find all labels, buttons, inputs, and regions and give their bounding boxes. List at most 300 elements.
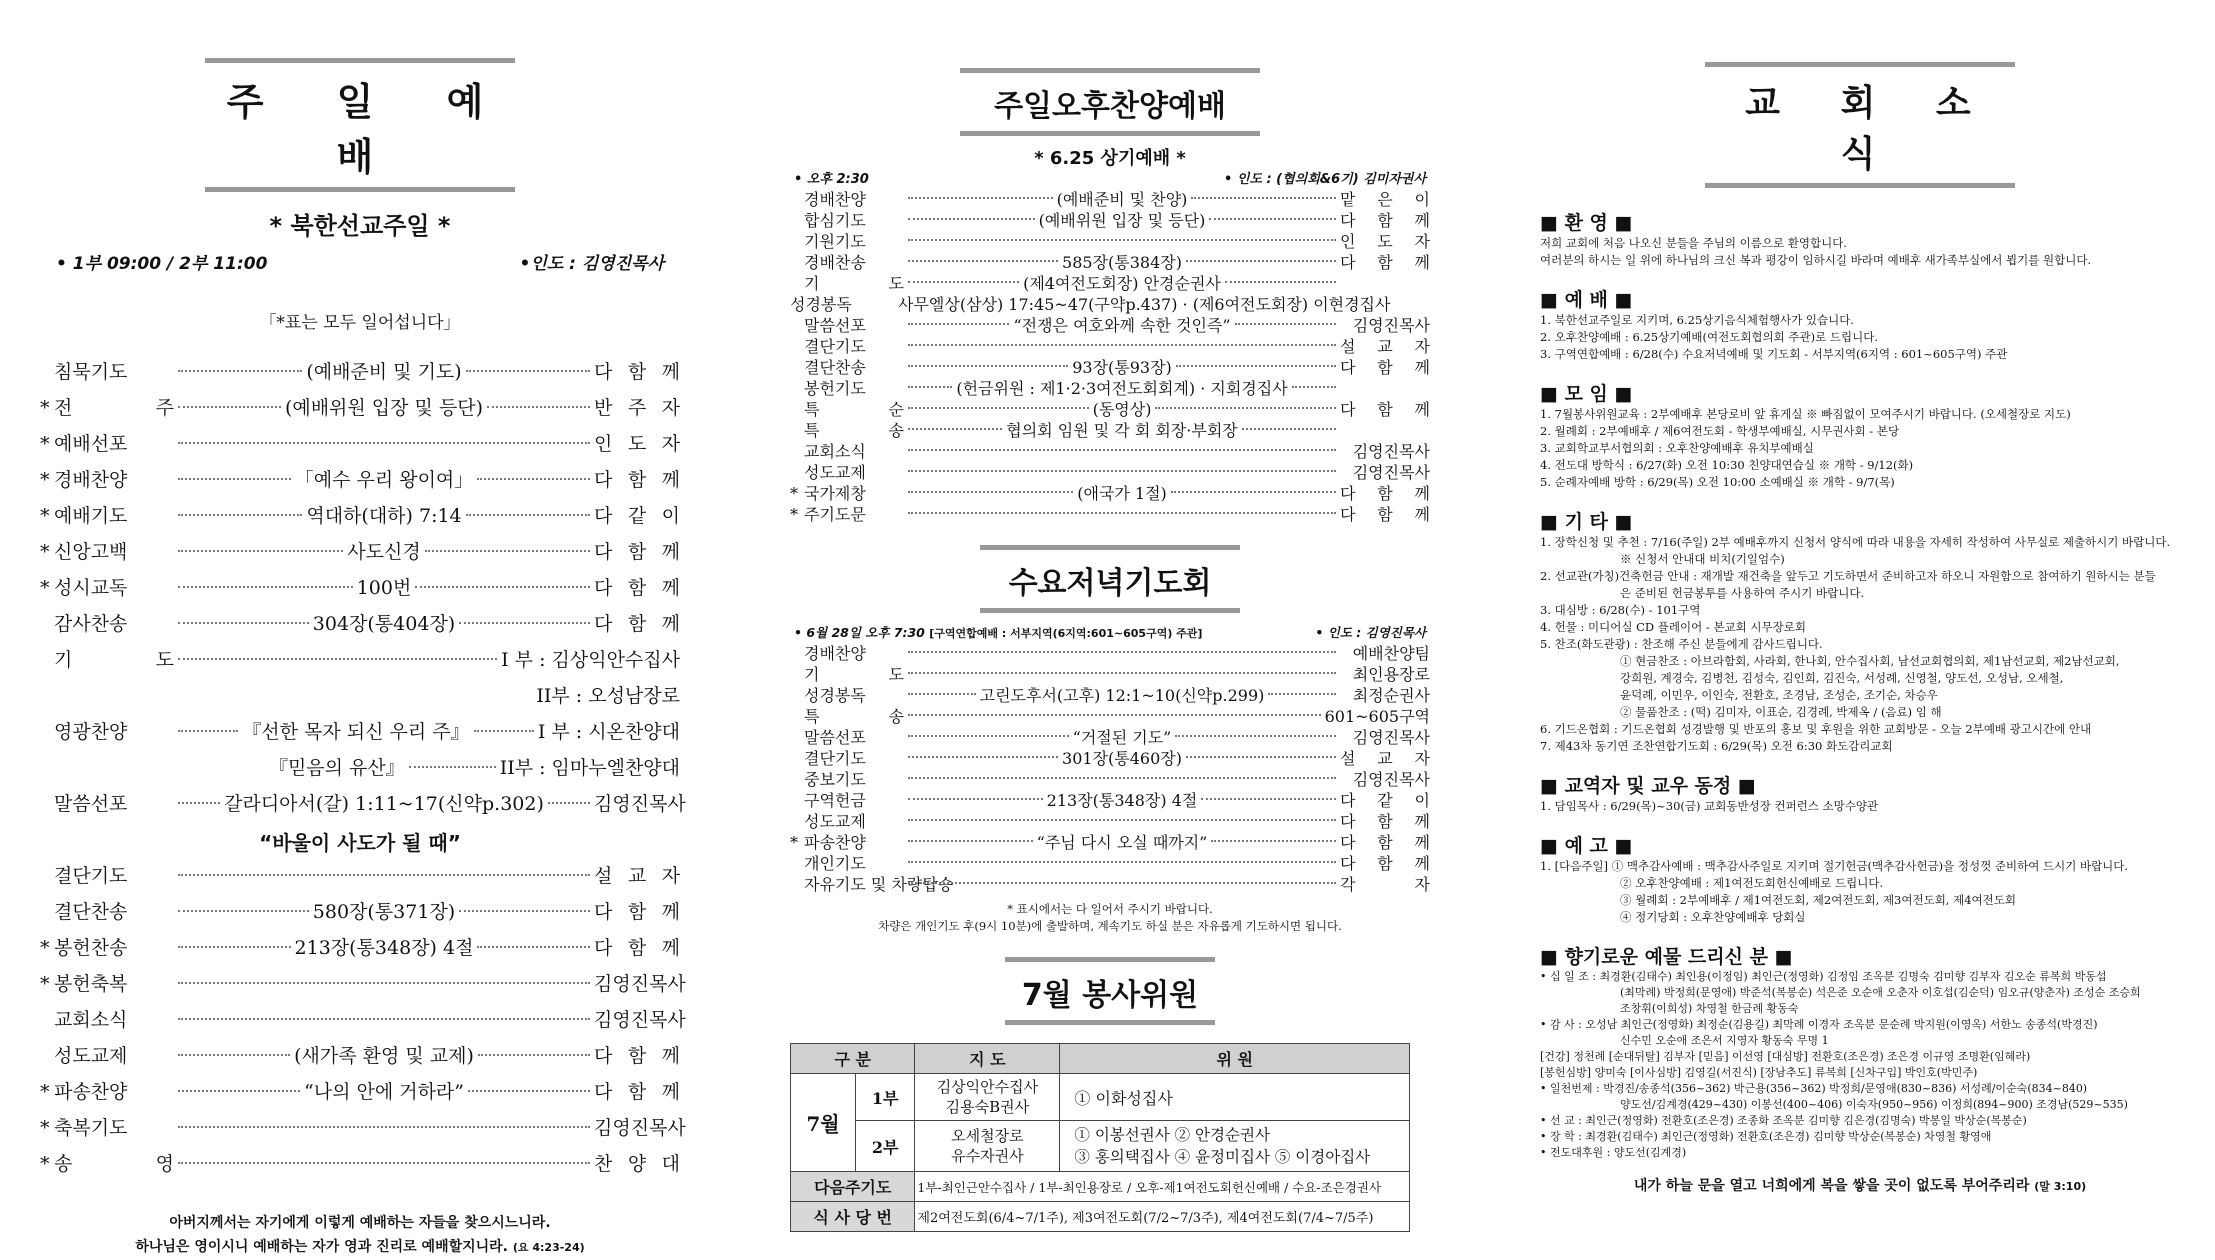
order-leader: 김영진목사 <box>1352 316 1430 335</box>
dot-leader <box>908 672 1336 674</box>
order-label: 중보기도 <box>804 770 866 789</box>
order-leader: 다 함 께 <box>1340 211 1431 230</box>
order-row <box>790 439 1430 460</box>
dot-leader <box>477 478 590 480</box>
order-leader: 설 교 자 <box>594 865 680 887</box>
order-row <box>40 861 680 897</box>
news-item: [봉헌심방] 양미숙 [이사심방] 김영길(서진식) [장남추도] 류복희 [신차구입] 박인호(박민주) <box>1540 1066 1978 1079</box>
dot-leader <box>1268 693 1336 695</box>
dot-leader <box>1175 735 1336 737</box>
order-row <box>790 271 1430 292</box>
order-row <box>40 897 680 933</box>
dot-leader <box>178 1018 590 1020</box>
order-label: 기원기도 <box>804 232 866 251</box>
wednesday-order-list <box>790 641 1430 893</box>
p2-lead-a: 오세철장로 <box>951 1127 1024 1145</box>
table-header-row <box>791 1044 1410 1074</box>
dot-leader <box>1225 281 1336 283</box>
offering-heading: ■ 향기로운 예물 드리신 분 ■ <box>1540 946 1793 968</box>
order-row <box>40 789 686 825</box>
order-leader: 김영진목사 <box>1352 442 1430 461</box>
order-label: 개인기도 <box>804 854 866 873</box>
order-content: “전쟁은 여호와께 속한 것인즉” <box>1013 316 1231 335</box>
order-label: 봉헌찬송 <box>54 937 128 959</box>
order-row <box>790 872 1430 893</box>
p2-members-2: ③ 홍의택집사 ④ 윤정미집사 ⑤ 이경아집사 <box>1074 1148 1371 1166</box>
verse-line-1: 아버지께서는 자기에게 이렇게 예배하는 자들을 찾으시느니라. <box>169 1215 551 1231</box>
news-verse <box>1540 1175 2180 1195</box>
order-row <box>790 250 1430 271</box>
order-row <box>790 746 1430 767</box>
order-label: 주기도문 <box>804 505 866 524</box>
order-leader: I 부 : 시온찬양대 <box>537 721 681 743</box>
news-item: 신수민 오순애 조은서 지영자 황동숙 무명 1 <box>1620 1034 1829 1047</box>
dot-leader <box>1201 798 1336 800</box>
dot-leader <box>477 946 590 948</box>
order-label: 교회소식 <box>804 442 866 461</box>
order-label: 교회소식 <box>54 1009 128 1031</box>
order-label: 특 송 <box>804 707 904 726</box>
dot-leader <box>1242 428 1336 430</box>
p2-members-1: ① 이봉선권사 ② 안경순권사 <box>1074 1126 1270 1144</box>
dot-leader <box>908 386 952 388</box>
dot-leader <box>178 370 302 372</box>
dot-leader <box>474 730 534 732</box>
order-row <box>40 1113 686 1149</box>
vehicle-note: 차량은 개인기도 후(9시 10분)에 출발하며, 계속기도 하실 분은 자유롭게 기도하시면 됩니다. <box>878 919 1342 933</box>
order-content: (제4여전도회장) 안경순권사 <box>1023 274 1221 293</box>
order-leader: 예배찬양팀 <box>1352 644 1430 663</box>
order-content: 협의회 임원 및 각 회 회장·부회장 <box>1006 421 1238 440</box>
dot-leader <box>1209 218 1336 220</box>
wednesday-notes <box>790 901 1430 935</box>
news-item: 2. 선교관(가칭)건축헌금 안내 : 재개발 재건축을 앞두고 기도하면서 준비하고자 하오니 자원함으로 참여하기 원하시는 분들 <box>1540 569 2156 583</box>
order-label: 전 주 <box>54 397 174 419</box>
news-item: 4. 전도대 방학식 : 6/27(화) 오전 10:30 친양대연습실 ※ 개학 - 9/12(화) <box>1540 458 1914 472</box>
order-label: 특 송 <box>804 421 904 440</box>
dot-leader <box>908 470 1336 472</box>
sermon-title: “바울이 사도가 될 때” <box>259 831 461 855</box>
order-label: 기 도 <box>804 274 904 293</box>
dot-leader <box>178 982 590 984</box>
order-row <box>40 1041 680 1077</box>
standing-marker: * <box>40 505 50 527</box>
dot-leader <box>178 658 497 660</box>
order-content: (동영상) <box>1092 400 1152 419</box>
order-row <box>790 809 1430 830</box>
order-leader: 각 자 <box>1340 875 1430 894</box>
order-leader: 인 도 자 <box>1340 232 1430 251</box>
news-item: 1. [다음주일] ① 맥추감사예배 : 맥추감사주일로 지키며 절기헌금(맥추감사헌금)을 정성껏 준비하여 드시기 바랍니다. <box>1540 859 2129 873</box>
volunteers-table <box>790 1043 1410 1232</box>
p2-lead-b: 유수자권사 <box>951 1147 1024 1165</box>
preview-news-list <box>1540 858 2180 926</box>
table-row <box>791 1074 1410 1121</box>
order-row <box>790 334 1430 355</box>
order-content: (예배위원 입장 및 등단) <box>284 397 484 419</box>
order-row <box>40 933 680 969</box>
wednesday-leader: • 인도 : 김영진목사 <box>1315 625 1426 640</box>
order-leader: 찬 양 대 <box>594 1153 680 1175</box>
afternoon-leader: • 인도 : (협의회&6기) 김미자권사 <box>1223 172 1426 187</box>
offering-list <box>1540 969 2180 1161</box>
sunday-verse <box>40 1211 680 1260</box>
order-leader: 다 함 께 <box>1340 505 1430 524</box>
order-content: 301장(통460장) <box>1062 749 1182 768</box>
header-division: 구 분 <box>791 1044 915 1074</box>
news-item: (최막례) 박정희(문영애) 박준석(복봉순) 석은준 오순애 오춘자 이호섭(김순덕) 임오규(양춘자) 조성순 조승희 <box>1620 986 2141 999</box>
dot-leader <box>178 442 590 444</box>
order-row <box>790 355 1430 376</box>
order-content: (헌금위원 : 제1·2·3여전도회회계) · 지회경집사 <box>956 379 1288 398</box>
afternoon-meta <box>790 168 1430 187</box>
news-item: • 감 사 : 오성남 최인근(정영화) 최정순(김용길) 최막례 이경자 조옥분 문순례 박지원(이영옥) 서한노 송종석(박경진) <box>1540 1018 2098 1031</box>
order-label: 축복기도 <box>54 1117 128 1139</box>
order-label: 영광찬양 <box>54 721 128 743</box>
dot-leader <box>1292 386 1336 388</box>
order-label: 봉헌축복 <box>54 973 128 995</box>
news-item: 1. 장학신청 및 추천 : 7/16(주일) 2부 예배후까지 신청서 양식에 따라 내용을 자세히 작성하여 사무실로 제출하시기 바랍니다. <box>1540 535 2171 549</box>
sunday-worship-column <box>40 0 686 1255</box>
news-verse-ref: (말 3:10) <box>2034 1180 2087 1193</box>
dot-leader <box>178 622 309 624</box>
dot-leader <box>466 370 590 372</box>
order-label: 감사찬송 <box>54 613 128 635</box>
order-row <box>790 725 1430 746</box>
news-item: 3. 교회학교부서협의회 : 오후찬양예배후 유치부예배실 <box>1540 441 1814 455</box>
news-item: 강희원, 계경숙, 김병천, 김성숙, 김인희, 김진숙, 서성례, 신영철, 양도선, 오성남, 오세철, <box>1620 671 2064 685</box>
order-row <box>790 460 1430 481</box>
order-row <box>790 418 1430 439</box>
order-row <box>790 641 1430 662</box>
worship-news-list <box>1540 312 2180 363</box>
news-item: ② 물품찬조 : (떡) 김미자, 이표순, 김경례, 박제옥 / (음료) 임 해 <box>1620 705 1942 719</box>
news-item: 양도선/김계경(429~430) 이봉선(400~406) 이숙자(950~956) 이정희(894~900) 조경남(529~535) <box>1620 1098 2128 1111</box>
dot-leader <box>178 1162 590 1164</box>
order-leader: 최정순권사 <box>1352 686 1431 705</box>
dot-leader <box>409 766 496 768</box>
order-label: 예배선포 <box>54 433 128 455</box>
welcome-line-1: 저희 교회에 처음 나오신 분들을 주님의 이름으로 환영합니다. <box>1540 236 1847 250</box>
order-leader: 김영진목사 <box>594 1009 686 1031</box>
news-item: 윤덕례, 이민우, 이인숙, 전환호, 조경남, 조성순, 조기순, 차승우 <box>1620 688 1938 702</box>
order-leader: 다 함 께 <box>594 541 681 563</box>
order-content: 100번 <box>356 577 412 599</box>
welcome-heading: ■ 환 영 ■ <box>1540 212 1633 234</box>
order-leader: 다 함 께 <box>1340 358 1431 377</box>
dot-leader <box>178 478 291 480</box>
news-item: ① 현금찬조 : 아브라함회, 사라회, 한나회, 안수집사회, 남선교회협의회, 제1남선교회, 제2남선교회, <box>1620 654 2120 668</box>
p1-lead-b: 김용숙B권사 <box>945 1098 1030 1116</box>
order-leader: 김영진목사 <box>1352 770 1430 789</box>
dot-leader <box>178 910 309 912</box>
order-leader: 다 함 께 <box>1340 400 1431 419</box>
news-item: • 전도대후원 : 양도선(김계경) <box>1540 1146 1687 1159</box>
order-label: 경배찬양 <box>804 190 866 209</box>
order-content: 213장(통348장) 4절 <box>1046 791 1198 810</box>
order-label: 말씀선포 <box>804 316 866 335</box>
p1-lead-a: 김상익안수집사 <box>936 1078 1039 1096</box>
worship-heading: ■ 예 배 ■ <box>1540 289 1633 311</box>
dot-leader <box>1155 407 1336 409</box>
news-item: 6. 기드온협회 : 기드온협회 성경발행 및 반포의 홍보 및 후원을 위한 교회방문 - 오늘 2부예배 광고시간에 안내 <box>1540 722 2092 736</box>
standing-marker: * <box>40 1117 50 1139</box>
order-row <box>790 788 1430 809</box>
dot-leader <box>178 514 302 516</box>
dot-leader <box>1171 491 1336 493</box>
order-leader: 다 함 께 <box>594 577 680 599</box>
verse-ref: (요 4:23-24) <box>512 1241 585 1254</box>
order-leader: 다 함 께 <box>594 937 680 959</box>
dot-leader <box>908 344 1336 346</box>
order-content: “거절된 기도” <box>1072 728 1172 747</box>
order-row <box>790 229 1430 250</box>
standing-marker: * <box>40 397 50 419</box>
dot-leader <box>178 1054 290 1056</box>
staff-news-list <box>1540 798 2180 815</box>
staff-news-heading: ■ 교역자 및 교우 동정 ■ <box>1540 775 1756 797</box>
dot-leader <box>178 550 343 552</box>
order-leader: II부 : 임마누엘찬양대 <box>499 757 681 779</box>
order-label: 예배기도 <box>54 505 128 527</box>
order-leader: 다 함 께 <box>1340 484 1431 503</box>
meal-duty-label: 식 사 당 번 <box>791 1202 915 1232</box>
order-content: 「예수 우리 왕이여」 <box>294 469 474 491</box>
order-leader: 김영진목사 <box>594 973 686 995</box>
order-row <box>790 502 1430 523</box>
dot-leader <box>908 407 1089 409</box>
dot-leader <box>415 586 590 588</box>
dot-leader <box>908 218 1035 220</box>
news-item: 은 준비된 헌금봉투를 사용하여 주시기 바랍니다. <box>1620 586 1865 600</box>
church-news-title: 교 회 소 식 <box>1705 62 2015 188</box>
dot-leader <box>1235 323 1336 325</box>
table-row <box>791 1121 1410 1172</box>
order-content: 『선한 목자 되신 우리 주』 <box>242 721 470 743</box>
order-content: 갈라디아서(갈) 1:11~17(신약p.302) <box>224 793 544 815</box>
part-2-lead <box>915 1121 1060 1172</box>
dot-leader <box>908 714 1321 716</box>
standing-marker: * <box>40 469 50 491</box>
order-leader: 다 같 이 <box>594 505 680 527</box>
order-leader: 다 함 께 <box>1340 854 1430 873</box>
standing-note: 「*표는 모두 일어섭니다」 <box>259 313 461 333</box>
order-content: (새가족 환영 및 교제) <box>294 1045 474 1067</box>
dot-leader <box>466 514 590 516</box>
order-row <box>790 767 1430 788</box>
order-content: 사도신경 <box>347 541 421 563</box>
order-leader: 다 함 께 <box>594 469 680 491</box>
dot-leader <box>1191 197 1336 199</box>
order-row <box>790 830 1430 851</box>
order-label: 말씀선포 <box>54 793 128 815</box>
sunday-subtitle: * 북한선교주일 * <box>269 212 451 240</box>
order-label: 파송찬양 <box>804 833 866 852</box>
standing-marker: * <box>40 541 50 563</box>
order-leader: 다 함 께 <box>594 1045 680 1067</box>
dot-leader <box>908 861 1336 863</box>
order-leader: 다 함 께 <box>1340 253 1430 272</box>
order-row <box>40 1077 680 1113</box>
table-row <box>791 1202 1410 1232</box>
order-row <box>40 1149 680 1185</box>
news-item: • 일천번제 : 박경진/송종석(356~362) 박근용(356~362) 박정희/문영애(830~836) 서성례/이순숙(834~840) <box>1540 1082 2088 1095</box>
news-item: • 선 교 : 최인근(정영화) 전환호(조은경) 조종화 조옥분 김미향 김은경(김명숙) 박봉일 박상순(복봉순) <box>1540 1114 2027 1127</box>
order-row <box>40 969 686 1005</box>
order-row <box>790 683 1430 704</box>
table-row <box>791 1172 1410 1202</box>
order-leader: 김영진목사 <box>594 793 686 815</box>
dot-leader <box>178 802 220 804</box>
church-news-column <box>1540 0 2180 1240</box>
dot-leader <box>1176 365 1336 367</box>
order-row <box>790 313 1430 334</box>
dot-leader <box>548 802 590 804</box>
dot-leader <box>459 622 590 624</box>
standing-marker: * <box>40 1081 50 1103</box>
order-label: 신앙고백 <box>54 541 128 563</box>
dot-leader <box>178 1126 590 1128</box>
order-leader: 인 도 자 <box>594 433 680 455</box>
order-label: 특 순 <box>804 400 904 419</box>
dot-leader <box>908 819 1336 821</box>
next-prayer-value: 1부-최인근안수집사 / 1부-최인용장로 / 오후-제1여전도회헌신예배 / 수요-조은경권사 <box>915 1172 1410 1202</box>
order-label: 말씀선포 <box>804 728 866 747</box>
standing-marker: * <box>790 833 798 852</box>
order-leader: II부 : 오성남장로 <box>536 685 680 707</box>
order-row <box>790 208 1430 229</box>
news-item: 3. 구역연합예배 : 6/28(수) 수요저녁예배 및 기도회 - 서부지역(6지역 : 601~605구역) 주관 <box>1540 347 2008 361</box>
order-label: 자유기도 및 차량탑승 <box>804 875 954 894</box>
news-item: 1. 담임목사 : 6/29(목)~30(금) 교회동반성장 컨퍼런스 소망수양관 <box>1540 799 1879 813</box>
order-row <box>40 1005 686 1041</box>
order-row <box>40 393 680 429</box>
standing-marker: * <box>40 577 50 599</box>
dot-leader <box>908 197 1053 199</box>
order-leader: 설 교 자 <box>1340 749 1430 768</box>
dot-leader <box>478 1054 590 1056</box>
header-members: 위 원 <box>1060 1044 1410 1074</box>
order-label: 결단기도 <box>804 749 866 768</box>
wednesday-host-note: [구역연합예배 : 서부지역(6지역:601~605구역) 주관] <box>929 627 1203 640</box>
order-leader: I 부 : 김상익안수집사 <box>501 649 680 671</box>
news-item: • 장 학 : 최경환(김태수) 최인근(정영화) 전환호(조은경) 김미향 박상순(복봉순) 차영철 황영애 <box>1540 1130 1992 1143</box>
order-content: (예배준비 및 찬양) <box>1056 190 1188 209</box>
dot-leader <box>908 449 1336 451</box>
order-leader: 김영진목사 <box>1352 463 1430 482</box>
month-cell: 7월 <box>791 1074 856 1172</box>
dot-leader <box>178 406 281 408</box>
order-row <box>790 292 1430 313</box>
welcome-line-2: 여러분의 하시는 일 위에 하나님의 크신 복과 평강이 임하시길 바라며 예배후 새가족부실에서 뵙기를 원합니다. <box>1540 253 2092 267</box>
order-content: 사무엘상(삼상) 17:45~47(구약p.437) · (제6여전도회장) 이현경집사 <box>898 295 1391 314</box>
news-item: • 십 일 조 : 최경환(김태수) 최인용(이정임) 최인근(정영화) 김정임 조옥분 김명숙 김미향 김부자 김오순 류복희 박동섭 <box>1540 970 2107 983</box>
news-item: 5. 순례자예배 방학 : 6/29(목) 오전 10:00 소예배실 ※ 개학 - 9/7(목) <box>1540 475 1895 489</box>
order-label: 합심기도 <box>804 211 866 230</box>
order-label: 경배찬양 <box>804 644 866 663</box>
order-leader: 다 함 께 <box>594 613 681 635</box>
welcome-text <box>1540 235 2180 269</box>
order-leader: 최인용장로 <box>1352 665 1430 684</box>
sunday-meta <box>40 249 680 274</box>
wednesday-time: • 6월 28일 오후 7:30 <box>794 625 925 640</box>
standing-marker: * <box>40 433 50 455</box>
order-row <box>790 187 1430 208</box>
sunday-time: • 1부 09:00 / 2부 11:00 <box>56 254 268 274</box>
dot-leader <box>459 910 590 912</box>
meal-duty-value: 제2여전도회(6/4~7/1주), 제3여전도회(7/2~7/3주), 제4여전도회(7/4~7/5주) <box>915 1202 1410 1232</box>
news-item: ② 오후찬양예배 : 제1여전도회헌신예배로 드립니다. <box>1620 876 1884 890</box>
dot-leader <box>1186 756 1336 758</box>
afternoon-worship-title: 주일오후찬양예배 <box>960 68 1260 136</box>
order-label: 기 도 <box>804 665 904 684</box>
order-row <box>40 429 680 465</box>
order-row <box>790 481 1430 502</box>
order-row <box>790 376 1430 397</box>
order-label: 성도교제 <box>804 812 866 831</box>
order-content: (예배준비 및 기도) <box>306 361 462 383</box>
order-label: 성도교제 <box>54 1045 128 1067</box>
order-content: “주님 다시 오실 때까지” <box>1036 833 1208 852</box>
news-item: 5. 찬조(화도관광) : 찬조해 주신 분들에게 감사드립니다. <box>1540 637 1823 651</box>
dot-leader <box>908 651 1336 653</box>
dot-leader <box>908 798 1043 800</box>
order-label: 침묵기도 <box>54 361 128 383</box>
header-lead: 지 도 <box>915 1044 1060 1074</box>
news-item: 1. 7월봉사위원교육 : 2부예배후 본당로비 앞 휴게실 ※ 빠짐없이 모여주시기 바랍니다. (오세철장로 지도) <box>1540 407 2071 421</box>
next-prayer-label: 다음주기도 <box>791 1172 915 1202</box>
order-row <box>40 537 680 573</box>
order-content: (애국가 1절) <box>1077 484 1167 503</box>
order-leader: 맡 은 이 <box>1340 190 1431 209</box>
standing-marker: * <box>40 1153 50 1175</box>
order-label: 결단찬송 <box>804 358 866 377</box>
order-leader: 반 주 자 <box>594 397 681 419</box>
dot-leader <box>178 946 291 948</box>
dot-leader <box>908 365 1068 367</box>
order-label: 기 도 <box>54 649 174 671</box>
order-row <box>40 501 680 537</box>
dot-leader <box>908 735 1069 737</box>
order-content: 고린도후서(고후) 12:1~10(신약p.299) <box>979 686 1265 705</box>
dot-leader <box>908 428 1002 430</box>
part-2-members <box>1060 1121 1410 1172</box>
dot-leader <box>908 491 1073 493</box>
order-label: 봉헌기도 <box>804 379 866 398</box>
order-row <box>40 609 680 645</box>
wednesday-prayer-title: 수요저녁기도회 <box>980 545 1240 613</box>
order-content: 213장(통348장) 4절 <box>294 937 474 959</box>
afternoon-order-list <box>790 187 1430 523</box>
part-1-cell: 1부 <box>856 1074 915 1121</box>
afternoon-subtitle: * 6.25 상기예배 * <box>1034 148 1186 169</box>
part-1-members: ① 이화성집사 <box>1060 1074 1410 1121</box>
order-row <box>40 465 680 501</box>
news-item: 2. 월례회 : 2부예배후 / 제6여전도회 - 학생부예배실, 시무권사회 - 본당 <box>1540 424 1900 438</box>
standing-marker: * <box>40 937 50 959</box>
order-leader: 다 함 께 <box>1340 833 1431 852</box>
order-content: 580장(통371장) <box>312 901 456 923</box>
dot-leader <box>425 550 590 552</box>
order-row <box>40 681 680 717</box>
news-item: ③ 월례회 : 2부예배후 / 제1여전도회, 제2여전도회, 제3여전도회, 제4여전도회 <box>1620 893 2016 907</box>
dot-leader <box>908 260 1058 262</box>
verse-line-2: 하나님은 영이시니 예배하는 자가 영과 진리로 예배할지니라. <box>135 1239 509 1255</box>
sunday-order-list-2 <box>40 861 686 1185</box>
news-item: ④ 정기당회 : 오후찬양예배후 당회실 <box>1620 910 1806 924</box>
dot-leader <box>908 239 1336 241</box>
news-item: ※ 신청서 안내대 비치(기일엄수) <box>1620 552 1785 566</box>
